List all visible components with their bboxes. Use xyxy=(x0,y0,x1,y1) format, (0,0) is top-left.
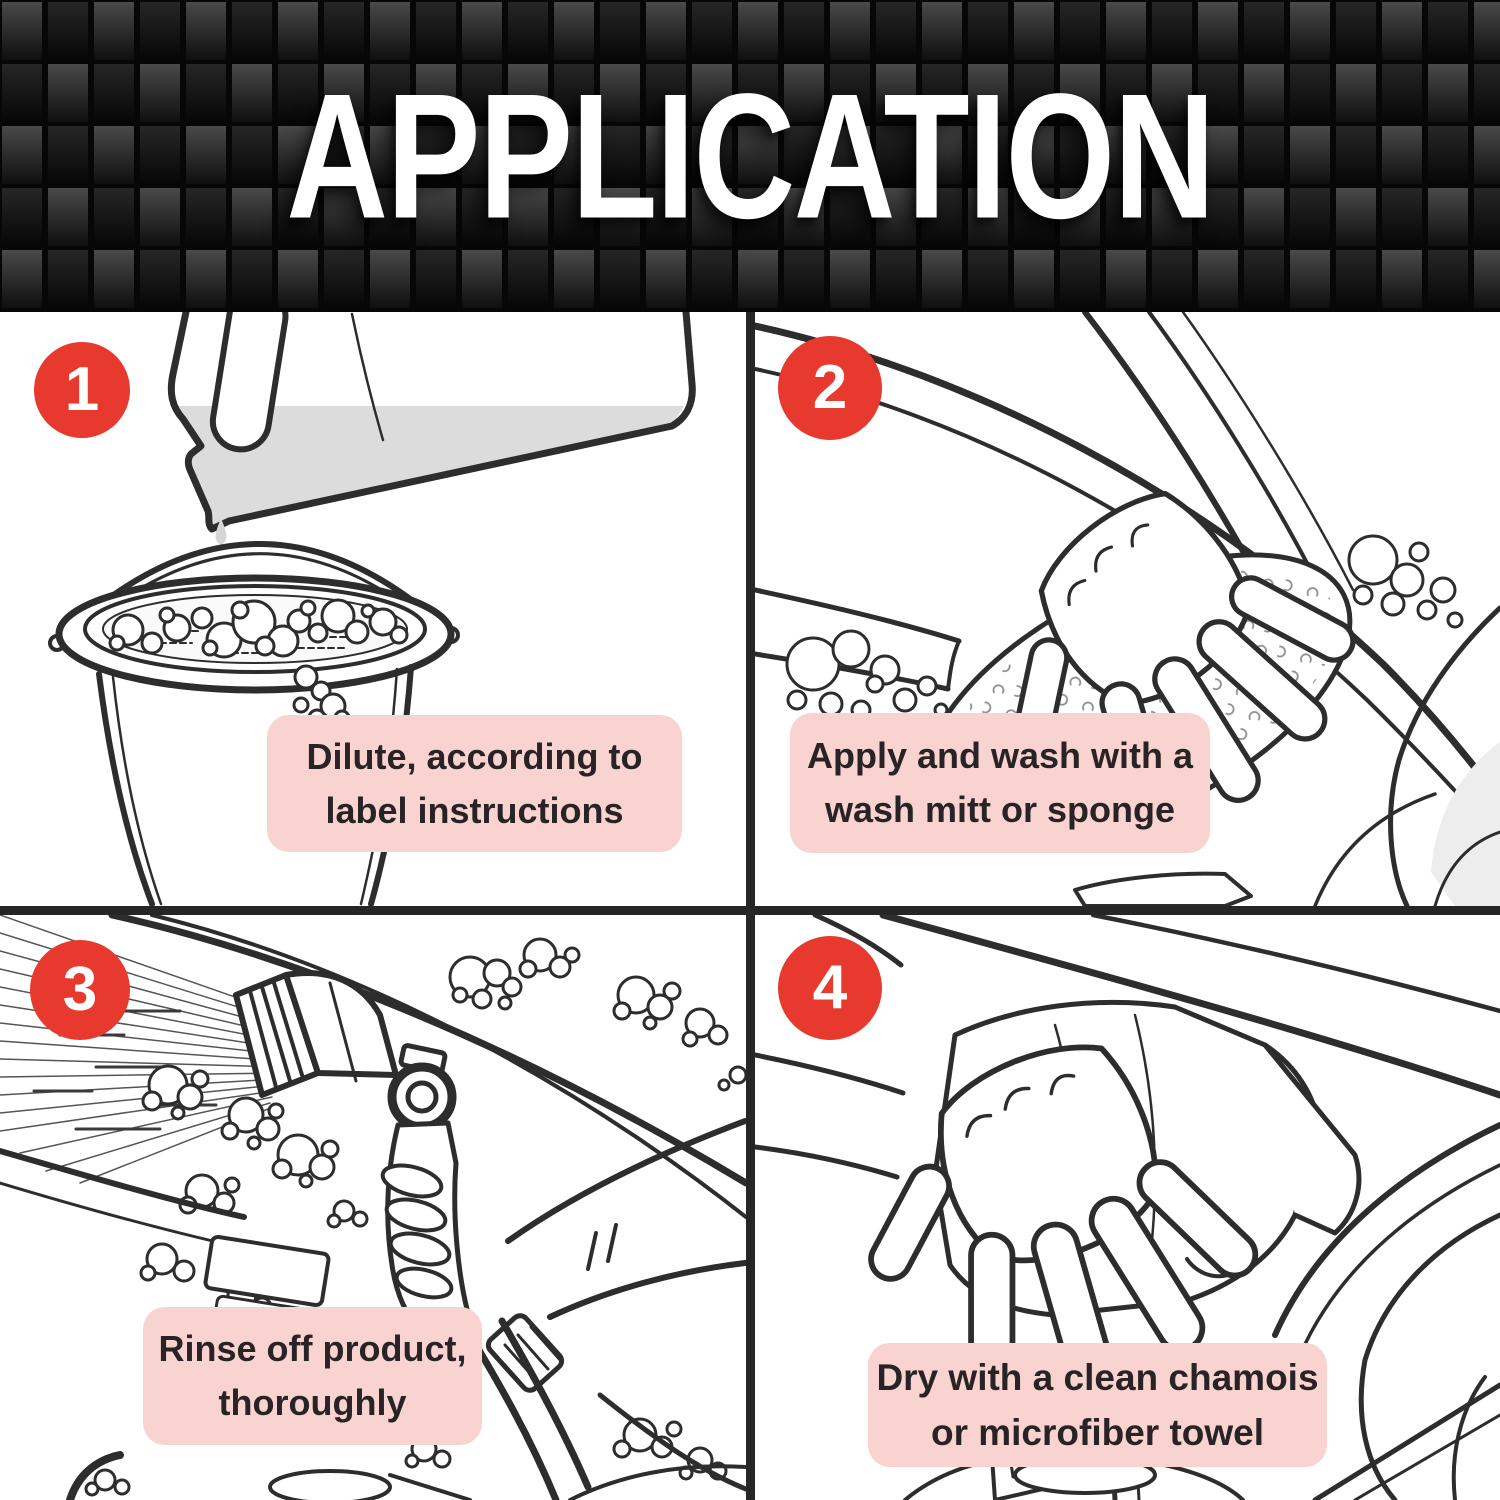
step-panel-1 xyxy=(0,312,746,906)
step-panel-2 xyxy=(755,312,1500,906)
app-header xyxy=(0,0,1500,312)
step-number: 2 xyxy=(812,353,848,422)
arm-line xyxy=(755,1055,903,1093)
soap-bubbles xyxy=(1349,536,1462,627)
caption-line: thoroughly xyxy=(218,1382,407,1423)
step-caption xyxy=(143,1307,482,1445)
caption-line: label instructions xyxy=(325,789,624,831)
caption-line: or microfiber towel xyxy=(930,1412,1265,1453)
step-caption xyxy=(868,1343,1327,1467)
caption-line: Dilute, according to xyxy=(306,735,643,777)
step-number-badge xyxy=(30,940,130,1040)
page-title: APPLICATION xyxy=(286,55,1214,256)
step-number-badge xyxy=(778,336,882,440)
step-caption xyxy=(267,715,682,852)
caption-line: Rinse off product, xyxy=(158,1328,467,1369)
soap-bubbles xyxy=(450,939,746,1090)
step-panel-3 xyxy=(0,915,746,1500)
caption-line: Dry with a clean chamois xyxy=(876,1356,1319,1398)
step-number-badge xyxy=(778,936,882,1040)
garden-hose xyxy=(470,1312,588,1500)
step-number: 3 xyxy=(62,955,98,1024)
caption-line: wash mitt or sponge xyxy=(824,789,1176,830)
step-number-badge xyxy=(34,342,130,438)
arm-line xyxy=(508,1121,745,1241)
step-number: 1 xyxy=(64,355,100,424)
step-panel-4 xyxy=(755,915,1500,1500)
caption-line: Apply and wash with a xyxy=(806,735,1194,776)
panel-divider-horizontal xyxy=(0,906,1500,915)
bucket-body xyxy=(99,674,152,904)
step-number: 4 xyxy=(812,953,848,1022)
step-caption xyxy=(790,713,1210,853)
